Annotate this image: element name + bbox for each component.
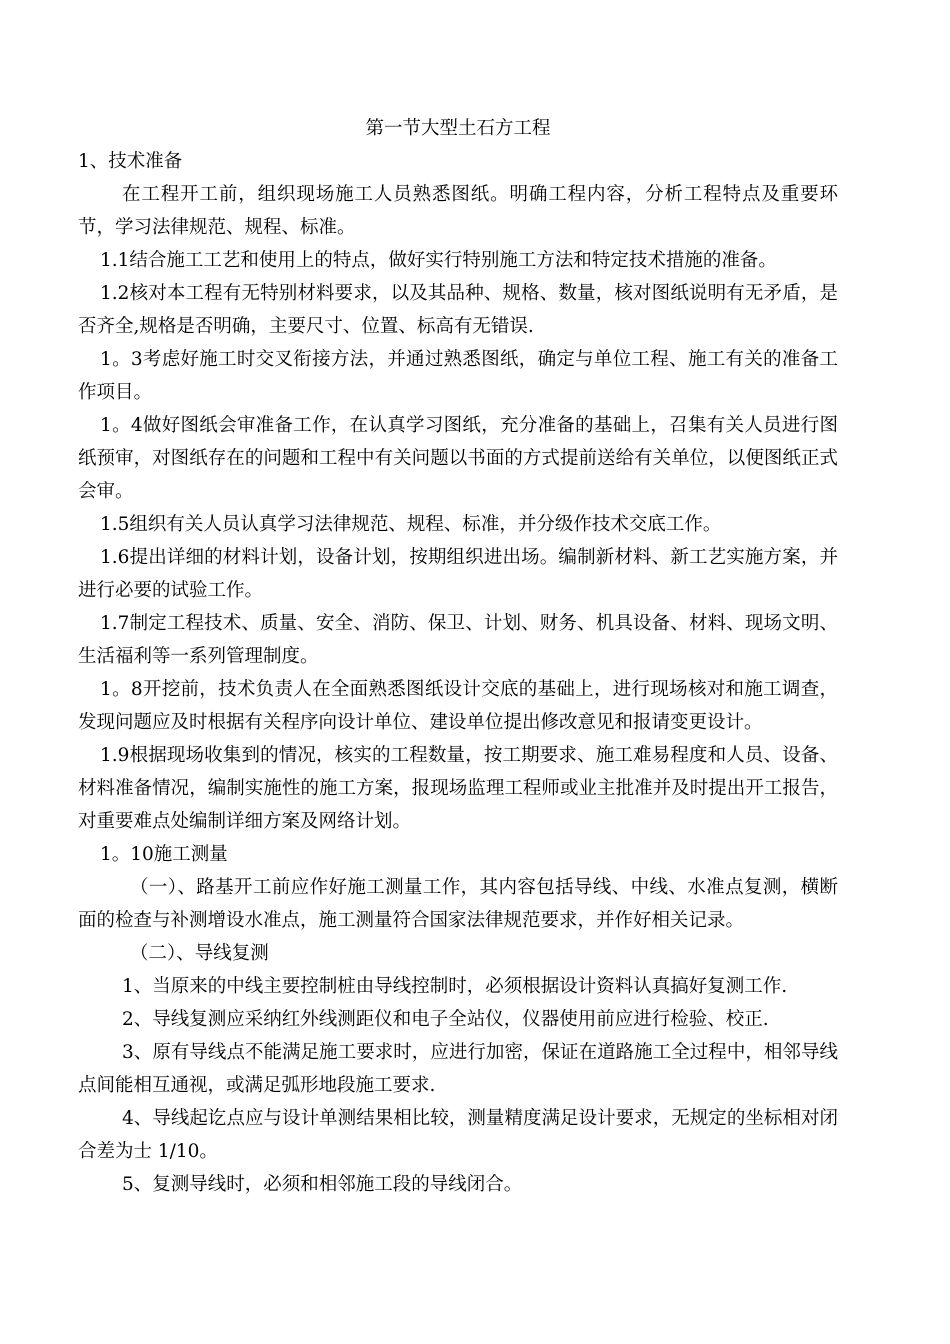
paragraph: 1。8开挖前，技术负责人在全面熟悉图纸设计交底的基础上，进行现场核对和施工调查，发现问题应及时根据有关程序向设计单位、建设单位提出修改意见和报请变更设计。 bbox=[78, 679, 838, 733]
paragraph: 1。3考虑好施工时交叉衔接方法，并通过熟悉图纸，确定与单位工程、施工有关的准备工作项目。 bbox=[78, 349, 838, 403]
paragraph: 1.6提出详细的材料计划，设备计划，按期组织进出场。编制新材料、新工艺实施方案，并进行必要的试验工作。 bbox=[78, 547, 838, 601]
paragraph: 1.2核对本工程有无特别材料要求，以及其品种、规格、数量，核对图纸说明有无矛盾，是否齐全,规格是否明确，主要尺寸、位置、标高有无错误. bbox=[78, 283, 838, 337]
document-title: 第一节大型土石方工程 bbox=[365, 118, 551, 139]
paragraph: 1.9根据现场收集到的情况，核实的工程数量，按工期要求、施工难易程度和人员、设备、材料准备情况，编制实施性的施工方案，报现场监理工程师或业主批准并及时提出开工报告，对重要难点处编制详细方案及网络计划。 bbox=[78, 745, 838, 832]
paragraph: 1.5组织有关人员认真学习法律规范、规程、标准，并分级作技术交底工作。 bbox=[100, 514, 722, 535]
paragraph: 1.1结合施工工艺和使用上的特点，做好实行特别施工方法和特定技术措施的准备。 bbox=[100, 250, 777, 271]
paragraph: 2、导线复测应采纳红外线测距仪和电子全站仪，仪器使用前应进行检验、校正. bbox=[122, 1009, 769, 1030]
paragraph: 1.7制定工程技术、质量、安全、消防、保卫、计划、财务、机具设备、材料、现场文明、生活福利等一系列管理制度。 bbox=[78, 613, 838, 667]
document-body bbox=[78, 145, 838, 1201]
paragraph: 5、复测导线时，必须和相邻施工段的导线闭合。 bbox=[122, 1174, 523, 1195]
paragraph: （二）、导线复测 bbox=[130, 943, 269, 964]
paragraph: 1、技术准备 bbox=[78, 151, 183, 172]
paragraph: 3、原有导线点不能满足施工要求时，应进行加密，保证在道路施工全过程中，相邻导线点间能相互通视，或满足弧形地段施工要求. bbox=[78, 1042, 838, 1096]
paragraph: 1。10施工测量 bbox=[100, 844, 228, 865]
paragraph: 4、导线起讫点应与设计单测结果相比较，测量精度满足设计要求，无规定的坐标相对闭合差为士 1/10。 bbox=[78, 1108, 838, 1162]
document-page bbox=[78, 112, 838, 1201]
paragraph: 1、当原来的中线主要控制桩由导线控制时，必须根据设计资料认真搞好复测工作. bbox=[122, 976, 788, 997]
paragraph: 1。4做好图纸会审准备工作，在认真学习图纸，充分准备的基础上，召集有关人员进行图纸预审，对图纸存在的问题和工程中有关问题以书面的方式提前送给有关单位，以便图纸正式会审。 bbox=[78, 415, 838, 502]
paragraph: 在工程开工前，组织现场施工人员熟悉图纸。明确工程内容，分析工程特点及重要环节，学习法律规范、规程、标准。 bbox=[78, 184, 838, 238]
paragraph: （一）、路基开工前应作好施工测量工作，其内容包括导线、中线、水准点复测，横断面的检查与补测增设水准点，施工测量符合国家法律规范要求，并作好相关记录。 bbox=[78, 877, 838, 931]
